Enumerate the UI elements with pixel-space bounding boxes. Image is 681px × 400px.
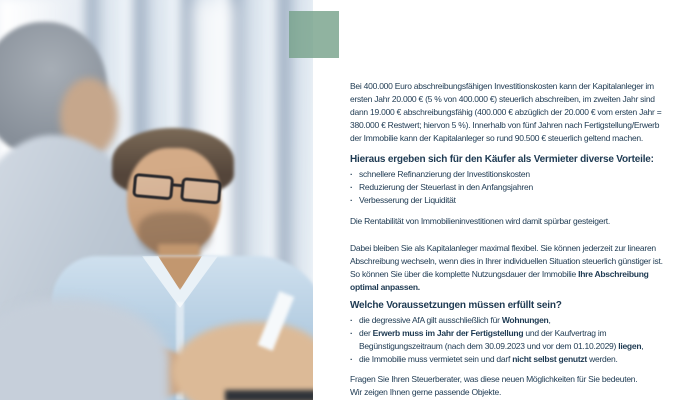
benefits-heading: Hieraus ergeben sich für den Käufer als Vermieter diverse Vorteile: (350, 154, 654, 165)
closing-paragraph (350, 373, 664, 399)
flexibility-paragraph (350, 242, 664, 294)
benefits-list (350, 168, 664, 207)
requirement-text: der Erwerb muss im Jahr der Fertigstellung und der Kaufvertrag im Begünstigungszeitraum (nach dem 30.09.2023 und vor dem 01.10.2029) liegen, (359, 328, 644, 351)
closing-line-2: Wir zeigen Ihnen gerne passende Objekte. (350, 387, 502, 397)
benefit-text: Verbesserung der Liquidität (359, 195, 456, 205)
requirements-list (350, 314, 664, 366)
bullet-icon: · (350, 169, 353, 179)
bullet-icon: · (350, 182, 353, 192)
bullet-icon: · (350, 195, 353, 205)
list-item (350, 168, 664, 181)
list-item (350, 181, 664, 194)
requirement-text: die degressive AfA gilt ausschließlich für Wohnungen, (359, 315, 551, 325)
table-edge (225, 390, 313, 400)
list-item (350, 353, 664, 366)
text-column (350, 80, 664, 399)
glasses-right-lens (180, 177, 222, 204)
profitability-note: Die Rentabilität von Immobilieninvestitionen wird damit spürbar gesteigert. (350, 216, 610, 226)
bullet-icon: · (350, 315, 353, 325)
glasses-left-lens (132, 173, 174, 200)
benefit-text: Reduzierung der Steuerlast in den Anfangsjahren (359, 182, 533, 192)
intro-paragraph: Bei 400.000 Euro abschreibungsfähigen Investitionskosten kann der Kapitalanleger im ersten Jahr 20.000 € (5 % von 400.000 €) steuerlich abschreiben, im zweiten Jahr sind dann 19.000 € abschreibungsfähig (400.000 € abzüglich der 20.000 € vom ersten Jahr = 380.000 € Restwert; hiervon 5 %). Innerhalb von fünf Jahren nach Fertigstellung/Erwerb der Immobilie kann der Kapitalanleger so rund 90.500 € steuerlich geltend machen. (350, 81, 662, 143)
flexibility-text: Dabei bleiben Sie als Kapitalanleger maximal flexibel. Sie können jederzeit zur linearen Abschreibung wechseln, wenn dies in Ihrer individuellen Situation steuerlich günstiger ist. So können Sie über die komplette Nutzungsdauer der Immobilie (350, 243, 663, 279)
closing-line-1: Fragen Sie Ihren Steuerberater, was diese neuen Möglichkeiten für Sie bedeuten. (350, 374, 638, 384)
requirement-text: die Immobilie muss vermietet sein und darf nicht selbst genutzt werden. (359, 354, 618, 364)
list-item (350, 194, 664, 207)
list-item (350, 314, 664, 327)
bullet-icon: · (350, 354, 353, 364)
bullet-icon: · (350, 328, 353, 338)
list-item (350, 327, 664, 353)
green-accent-square (289, 11, 339, 58)
flexibility-bold-text: Ihre Abschreibung optimal anpassen. (350, 269, 649, 292)
consultation-photo (0, 0, 313, 400)
requirements-heading: Welche Voraussetzungen müssen erfüllt sein? (350, 300, 562, 311)
benefit-text: schnellere Refinanzierung der Investitionskosten (359, 169, 530, 179)
